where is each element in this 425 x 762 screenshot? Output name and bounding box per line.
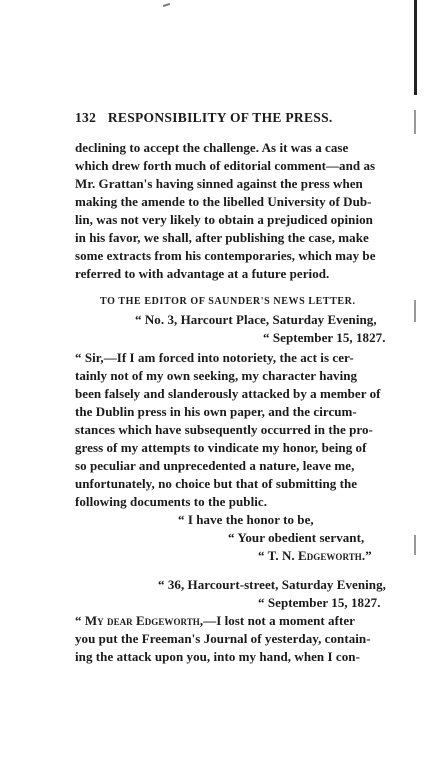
body-line: in his favor, we shall, after publishing the case, make xyxy=(75,230,369,245)
letter-salutation: “ My dear Edgeworth, xyxy=(75,613,204,628)
letter-line xyxy=(75,613,415,629)
letter-text: —I lost not a moment after xyxy=(203,613,355,628)
body-line: making the amende to the libelled University of Dub- xyxy=(75,194,372,209)
body-line: some extracts from his contemporaries, which may be xyxy=(75,248,376,263)
letter-line: unfortunately, no choice but that of submitting the xyxy=(75,476,358,491)
letter-line: been falsely and slanderously attacked by a member of xyxy=(75,386,381,401)
body-line: lin, was not very likely to obtain a prejudiced opinion xyxy=(75,212,373,227)
letter-heading: TO THE EDITOR OF SAUNDER'S NEWS LETTER. xyxy=(100,296,356,307)
letter-address: “ 36, Harcourt-street, Saturday Evening, xyxy=(158,577,386,592)
page-edge-shadow xyxy=(414,0,417,95)
letter-signature: “ T. N. Edgeworth.” xyxy=(258,548,372,563)
page-number: 132 xyxy=(75,110,97,125)
letter-line: ing the attack upon you, into my hand, when I con- xyxy=(75,649,360,664)
body-line: declining to accept the challenge. As it was a case xyxy=(75,140,349,155)
letter-closing: “ I have the honor to be, xyxy=(178,512,314,527)
running-header xyxy=(75,110,415,126)
running-head: RESPONSIBILITY OF THE PRESS. xyxy=(107,110,333,125)
letter-address: “ No. 3, Harcourt Place, Saturday Evening, xyxy=(135,312,377,327)
letter-closing: “ Your obedient servant, xyxy=(228,530,365,545)
letter-line: you put the Freeman's Journal of yesterday, contain- xyxy=(75,631,371,646)
body-line: Mr. Grattan's having sinned against the press when xyxy=(75,176,363,191)
letter-date: “ September 15, 1827. xyxy=(258,595,381,610)
letter-line: tainly not of my own seeking, my character having xyxy=(75,368,358,383)
letter-date: “ September 15, 1827. xyxy=(263,330,386,345)
body-line: referred to with advantage at a future period. xyxy=(75,266,330,281)
letter-line: following documents to the public. xyxy=(75,494,268,509)
letter-line: gress of my attempts to vindicate my honor, being of xyxy=(75,440,367,455)
letter-line: “ Sir,—If I am forced into notoriety, the act is cer- xyxy=(75,350,354,365)
body-line: which drew forth much of editorial comment—and as xyxy=(75,158,376,173)
letter-line: stances which have subsequently occurred in the pro- xyxy=(75,422,373,437)
letter-line: the Dublin press in his own paper, and the circum- xyxy=(75,404,357,419)
ink-mark xyxy=(163,3,170,7)
letter-line: so peculiar and unprecedented a nature, leave me, xyxy=(75,458,355,473)
